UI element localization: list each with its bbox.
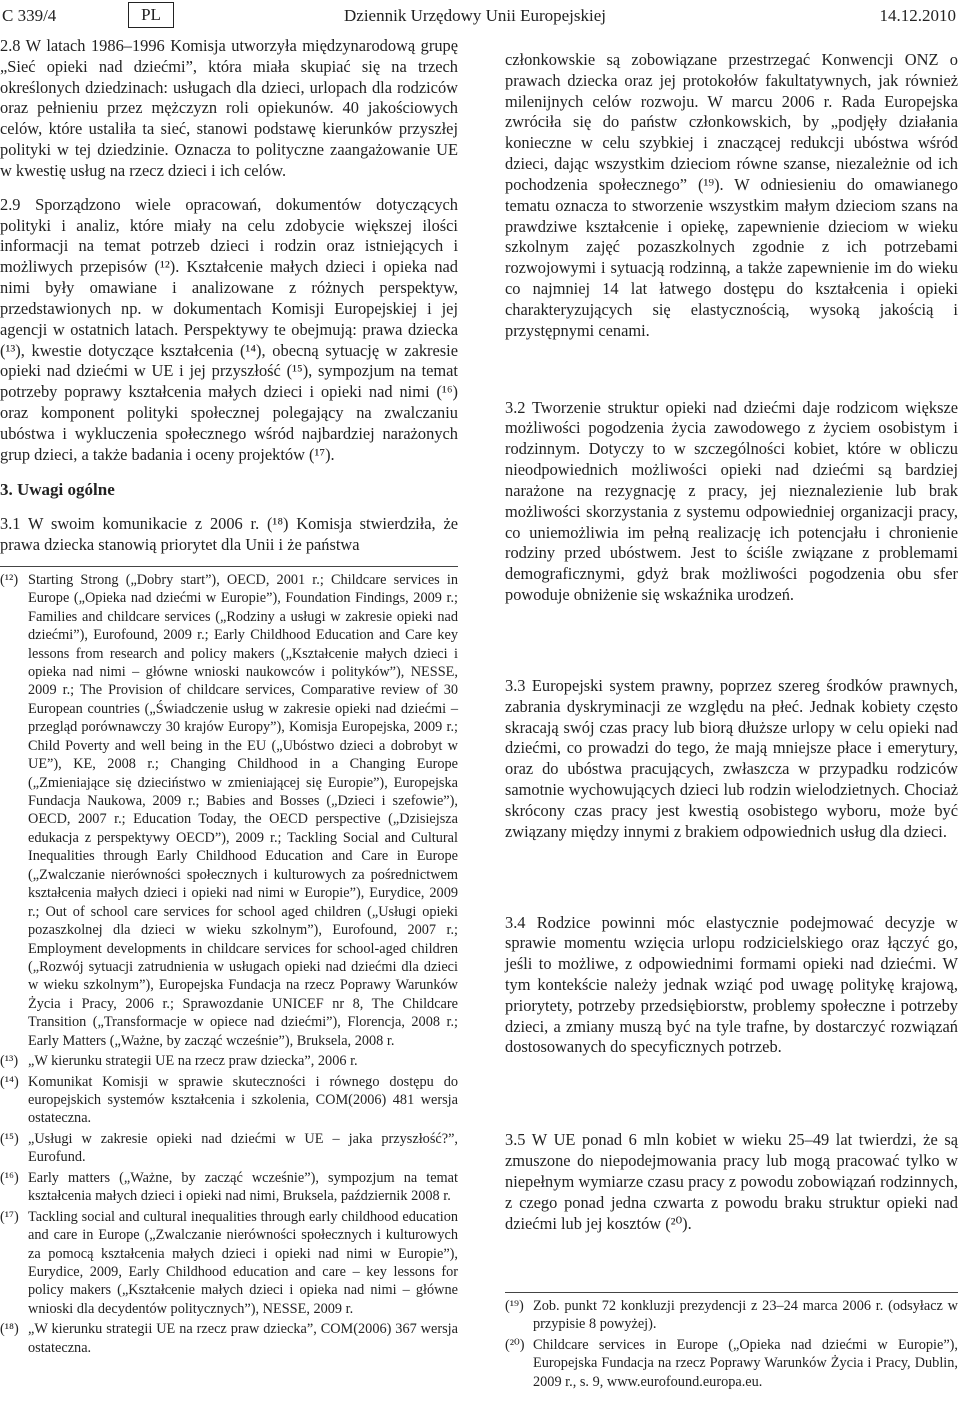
paragraph-3-5: 3.5 W UE ponad 6 mln kobiet w wieku 25–49 lat twierdzi, że są zmuszone do niepodejmowania pracy lub mogą pracować tylko w niepełnym wymiarze czasu pracy z powodu zobowiązań rodzinnych, z czego ponad jedna czwarta z powodu braku struktur opieki nad dziećmi lub jej kosztów (²⁰). bbox=[505, 1130, 958, 1233]
footnote-20: (²⁰) Childcare services in Europe („Opieka nad dziećmi w Europie”), Europejska Fundacja na rzecz Poprawy Warunków Życia i Pracy, Dublin, 2009 r., s. 9, www.eurofound.europa.eu. bbox=[505, 1336, 958, 1390]
page-number: C 339/4 bbox=[2, 6, 57, 25]
page-header bbox=[0, 2, 960, 30]
footnotes-right bbox=[505, 1292, 958, 1393]
footnote-17: (¹⁷) Tackling social and cultural inequalities through early childhood education and care in Europe („Zwalczanie nierówności społecznych i kulturowych za pomocą kształcenia małych dzieci i opieki nad nimi w Europie”), Eurydice, 2009, Early Childhood education and care – key lessons for policy makers („Kształcenie małych dzieci i opieka nad nimi – główne wnioski dla decydentów politycznych”), NESSE, 2009 r. bbox=[0, 1208, 458, 1317]
section-heading-3: 3. Uwagi ogólne bbox=[0, 479, 115, 499]
paragraph-3-3: 3.3 Europejski system prawny, poprzez szereg środków prawnych, zabrania dyskryminacji ze względu na płeć. Jednak kobiety często skracają swój czas pracy lub biorą dłuższe urlopy w celu opieki nad dziećmi, co prowadzi do tego, że mają mniejsze płace i emerytury, oraz do ubóstwa pracujących, zwłaszcza w przypadku rodziców samotnie wychowujących dzieci lub rodzin wielodzietnych. Chociaż skrócony czas pracy jest kwestią osobistego wyboru, może być związany między innymi z brakiem odpowiednich usług dla dzieci. bbox=[505, 675, 958, 841]
footnote-19: (¹⁹) Zob. punkt 72 konkluzji prezydencji z 23–24 marca 2006 r. (odsyłacz w przypisie 8 powyżej). bbox=[505, 1298, 958, 1333]
footnote-separator bbox=[505, 1292, 958, 1293]
paragraph-3-1: 3.1 W swoim komunikacie z 2006 r. (¹⁸) Komisja stwierdziła, że prawa dziecka stanowią priorytet dla Unii i że państwa bbox=[0, 514, 458, 554]
footnote-12: (¹²) Starting Strong („Dobry start”), OECD, 2001 r.; Childcare services in Europe („Opieka nad dziećmi w Europie”), Foundation Findings, 2009 r.; Families and childcare services („Rodziny a usługi w zakresie opieki nad dziećmi”), Eurofound, 2009 r.; Early Childhood Education and Care key lessons from research and policy makers („Kształcenie małych dzieci i opieka nad nimi – główne wnioski naukowców i polityków”), NESSE, 2009 r.; The Provision of childcare services, Comparative review of 30 European countries („Świadczenie usług w zakresie opieki nad dziećmi – przegląd porównawczy 30 krajów Europy”), Komisja Europejska, 2009 r.; Child Poverty and well being in the EU („Ubóstwo dzieci a dobrobyt w UE”), KE, 2008 r.; Changing Childhood in a Changing Europe („Zmieniające się dzieciństwo w zmieniającej się Europie”), Europejska Fundacja Naukowa, 2009 r.; Babies and Bosses („Dzieci i szefowie”), OECD, 2007 r.; Education Today, the OECD perspective („Dzisiejsza edukacja z perspektywy OECD”), 2009 r.; Tackling Social and Cultural Inequalities through Early Childhood Education and Care in Europe („Zwalczanie nierówności społecznych i kulturowych za pośrednictwem kształcenia małych dzieci i opieki nad nimi w Europie”), Eurydice, 2009 r.; Out of school care services for school aged children („Usługi opieki pozaszkolnej dla dzieci w wieku szkolnym”), Eurofound, 2007 r.; Employment developments in childcare services for school-aged children („Rozwój sytuacji zatrudnienia w usługach opieki nad dziećmi dla dzieci w wieku szkolnym”), Europejska Fundacja na rzecz Poprawy Warunków Życia i Pracy, 2006 r.; Sprawozdanie UNICEF nr 8, The Childcare Transition („Transformacje w opiece nad dziećmi”), Florencja, 2008 r.; Early Matters („Ważne, by zacząć wcześnie”), Bruksela, 2008 r. bbox=[0, 571, 458, 1049]
paragraph-3-2: 3.2 Tworzenie struktur opieki nad dziećmi daje rodzicom większe możliwości pogodzenia życia zawodowego z życiem osobistym i rodzinnym. Dotyczy to w szczególności kobiet, które w obliczu nieodpowiednich możliwości opieki nad dziećmi są bardziej narażone na rezygnację z pracy, jej nieznalezienie lub brak możliwości skorzystania z systemu odpowiedniej organizacji pracy, co uniemożliwia im pełną realizację ich potencjału i chronienie rodziny przed ubóstwem. Jest to ściśle związane z problemami demograficznymi, gdyż brak możliwości pogodzenia obu sfer powoduje obniżenie się wskaźnika urodzeń. bbox=[505, 397, 958, 605]
footnote-18: (¹⁸) „W kierunku strategii UE na rzecz praw dziecka”, COM(2006) 367 wersja ostateczna. bbox=[0, 1321, 458, 1356]
left-column bbox=[0, 36, 458, 1359]
paragraph-2-9: 2.9 Sporządzono wiele opracowań, dokumentów dotyczących polityki i analiz, które miały na celu zdobycie większej ilości informacji na temat potrzeb dzieci i rodzin oraz istniejących i możliwych przepisów (¹²). Kształcenie małych dzieci i opieka nad nimi były omawiane i analizowane z różnych perspektyw, przedstawionych np. w dokumentach Komisji Europejskiej i jej agencji w ostatnich latach. Perspektywy te obejmują: prawa dziecka (¹³), kwestie dotyczące kształcenia (¹⁴), obecną sytuację w zakresie opieki nad dziećmi w UE i jej przyszłość (¹⁵), sympozjum na temat potrzeby poprawy kształcenia małych dzieci i opieki nad nimi (¹⁶) oraz komponent polityki społecznej polegający na zwalczaniu ubóstwa i wykluczenia społecznego wśród najbardziej narażonych grup dzieci, a także badania i oceny projektów (¹⁷). bbox=[0, 194, 458, 464]
language-code-box: PL bbox=[128, 2, 174, 28]
footnote-15: (¹⁵) „Usługi w zakresie opieki nad dziećmi w UE – jaka przyszłość?”, Eurofund. bbox=[0, 1130, 458, 1166]
right-column bbox=[505, 50, 958, 1234]
paragraph-2-8: 2.8 W latach 1986–1996 Komisja utworzyła międzynarodową grupę „Sieć opieki nad dziećmi”, która miała skupiać się na trzech określonych dziedzinach: usługach dla dzieci, urlopach dla rodziców oraz pełnieniu przez mężczyzn roli opiekunów. 40 jakościowych celów, które ustaliła ta sieć, stanowi podstawę kierunków przyszłej polityki w tej dziedzinie. Oznacza to polityczne zaangażowanie UE w kwestię usług na rzecz dzieci i ich celów. bbox=[0, 36, 458, 180]
footnote-14: (¹⁴) Komunikat Komisji w sprawie skuteczności i równego dostępu do europejskich systemów kształcenia i szkolenia, COM(2006) 481 wersja ostateczna. bbox=[0, 1073, 458, 1127]
footnote-16: (¹⁶) Early matters („Ważne, by zacząć wcześnie”), sympozjum na temat kształcenia małych dzieci i opieki nad nimi, Bruksela, październik 2008 r. bbox=[0, 1169, 458, 1205]
footnote-13: (¹³) „W kierunku strategii UE na rzecz praw dziecka”, 2006 r. bbox=[0, 1053, 358, 1070]
footnotes-left bbox=[0, 566, 458, 1357]
footnote-separator bbox=[0, 566, 458, 567]
paragraph-3-4: 3.4 Rodzice powinni móc elastycznie podejmować decyzje w sprawie momentu wzięcia urlopu rodzicielskiego oraz łączyć go, jeśli to możliwe, z odpowiednimi formami opieki nad dziećmi. W tym kontekście należy jednak wziąć pod uwagę politykę krajową, priorytety, potrzeby przedsiębiorstw, problemy społeczne i potrzeby dzieci, a zmiany muszą być na tyle trafne, by dostarczyć rozwiązań dostosowanych do specyficznych potrzeb. bbox=[505, 912, 958, 1057]
issue-date: 14.12.2010 bbox=[879, 6, 956, 25]
paragraph-3-1-continued: członkowskie są zobowiązane przestrzegać Konwencji ONZ o prawach dziecka oraz jej protokołów fakultatywnych, jak również milenijnych celów rozwoju. W marcu 2006 r. Rada Europejska zwróciła się do państw członkowskich, by „podjęły działania konieczne w celu szybkiej i znaczącej redukcji ubóstwa wśród dzieci, dając wszystkim dzieciom równe szanse, niezależnie od ich pochodzenia społecznego” (¹⁹). W odniesieniu do omawianego tematu oznacza to stworzenie wszystkim małym dzieciom szans na prawdziwe kształcenie i opiekę, zapewnienie dzieciom w wieku szkolnym zajęć pozaszkolnych zgodnie z ich potrzebami rozwojowymi i sytuacją rodzinną, a także zapewnienie im do wieku co najmniej 14 lat łatwego dostępu do kształcenia i opieki charakteryzujących się elastycznością, wysoką jakością i przystępnymi cenami. bbox=[505, 50, 958, 340]
journal-title: Dziennik Urzędowy Unii Europejskiej bbox=[344, 6, 607, 25]
